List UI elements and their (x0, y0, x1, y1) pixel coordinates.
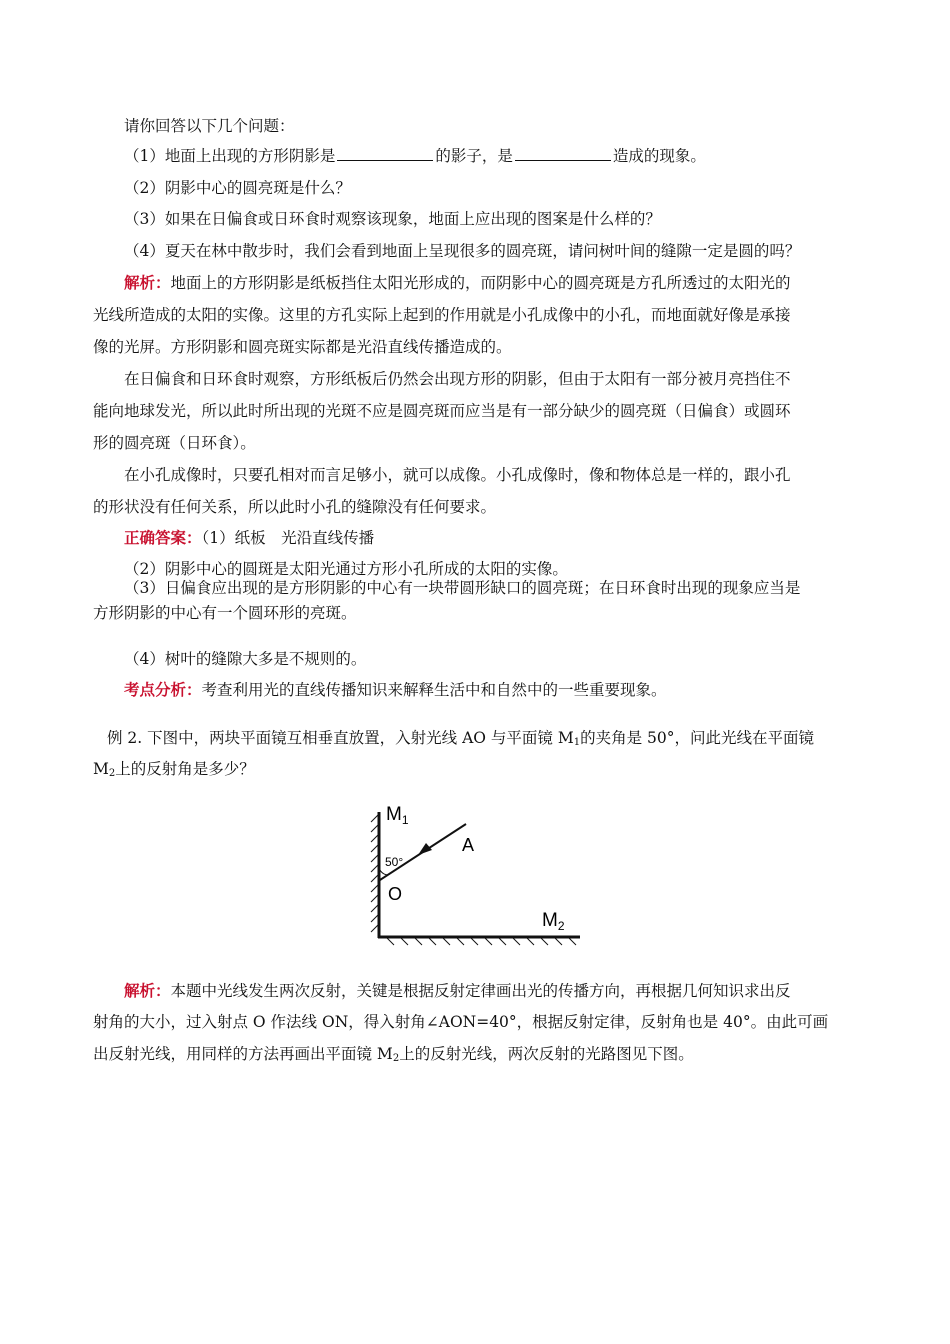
example-2-line-2: $M_2$上的反射角是多少？ (93, 760, 255, 779)
q1-part-b: 的影子，是 (435, 147, 513, 165)
q1-blank-1 (337, 146, 433, 161)
m2-label: $M_2$ (542, 910, 565, 933)
analysis-1-line-2: 光线所造成的太阳的实像。这里的方孔实际上起到的作用就是小孔成像中的小孔，而地面就好像是承接 (93, 306, 791, 324)
angle-arc (380, 870, 388, 875)
answer-line-1: 正确答案：（1）纸板 光沿直线传播 (124, 529, 375, 547)
analysis-1-p3-line-2: 的形状没有任何关系，所以此时小孔的缝隙没有任何要求。 (93, 498, 497, 516)
analysis-1-p2-line-1: 在日偏食和日环食时观察，方形纸板后仍然会出现方形的阴影，但由于太阳有一部分被月亮挡住不 (124, 370, 791, 388)
answer-line-3: （3）日偏食应出现的是方形阴影的中心有一块带圆形缺口的圆亮斑；在日环食时出现的现象应当是 (124, 579, 801, 597)
analysis-1-p2-line-2: 能向地球发光，所以此时所出现的光斑不应是圆亮斑而应当是有一部分缺少的圆亮斑（日偏食）或圆环 (93, 402, 791, 420)
analysis-1-line-1: 解析：地面上的方形阴影是纸板挡住太阳光形成的，而阴影中心的圆亮斑是方孔所透过的太阳光的 (124, 274, 791, 292)
answer-line-2: （2）阴影中心的圆斑是太阳光通过方形小孔所成的太阳的实像。 (124, 560, 568, 578)
analysis-1-label: 解析： (124, 274, 171, 292)
question-2: （2）阴影中心的圆亮斑是什么？ (124, 179, 351, 197)
analysis-1-p2-line-3: 形的圆亮斑（日环食）。 (93, 434, 256, 452)
analysis-1-p3-line-1: 在小孔成像时，只要孔相对而言足够小，就可以成像。小孔成像时，像和物体总是一样的，跟小孔 (124, 466, 791, 484)
q1-blank-2 (515, 146, 611, 161)
example-2-line-1: 例 2. 下图中，两块平面镜互相垂直放置，入射光线 AO 与平面镜 $M_1$的夹角是 50°，问此光线在平面镜 (107, 729, 814, 748)
m1-label: $M_1$ (386, 804, 409, 827)
answer-line-3b: 方形阴影的中心有一个圆环形的亮斑。 (93, 604, 357, 622)
analysis-2-label: 解析： (124, 982, 171, 1000)
analysis-1-line-3: 像的光屏。方形阴影和圆亮斑实际都是光沿直线传播造成的。 (93, 338, 512, 356)
mirror-diagram (366, 800, 586, 950)
answer-line-4: （4）树叶的缝隙大多是不规则的。 (124, 650, 367, 668)
answer-label: 正确答案： (124, 529, 202, 547)
question-1 (124, 145, 706, 167)
intro-text: 请你回答以下几个问题： (124, 117, 295, 135)
ray-arrow-icon (418, 843, 432, 855)
analysis-2-line-1: 解析：本题中光线发生两次反射，关键是根据反射定律画出光的传播方向，再根据几何知识求出反 (124, 982, 791, 1000)
point-o-label: O (388, 884, 403, 904)
q1-part-a: （1）地面上出现的方形阴影是 (124, 147, 336, 165)
kaodian-line: 考点分析：考查利用光的直线传播知识来解释生活中和自然中的一些重要现象。 (124, 681, 667, 699)
mirror-m1 (371, 812, 379, 938)
question-4: （4）夏天在林中散步时，我们会看到地面上呈现很多的圆亮斑，请问树叶间的缝隙一定是圆的吗？ (124, 242, 801, 260)
question-3: （3）如果在日偏食或日环食时观察该现象，地面上应出现的图案是什么样的？ (124, 210, 661, 228)
point-a-label: A (462, 835, 475, 855)
mirror-m2 (378, 937, 580, 945)
angle-label: 50° (385, 855, 404, 869)
analysis-2-line-2: 射角的大小，过入射点 O 作法线 ON，得入射角∠AON=40°，根据反射定律，反射角也是 40°。由此可画 (93, 1013, 829, 1031)
q1-part-c: 造成的现象。 (612, 147, 706, 165)
analysis-2-line-3: 出反射光线，用同样的方法再画出平面镜 $M_2$上的反射光线，两次反射的光路图见下图。 (93, 1045, 694, 1064)
kaodian-label: 考点分析： (124, 681, 202, 699)
